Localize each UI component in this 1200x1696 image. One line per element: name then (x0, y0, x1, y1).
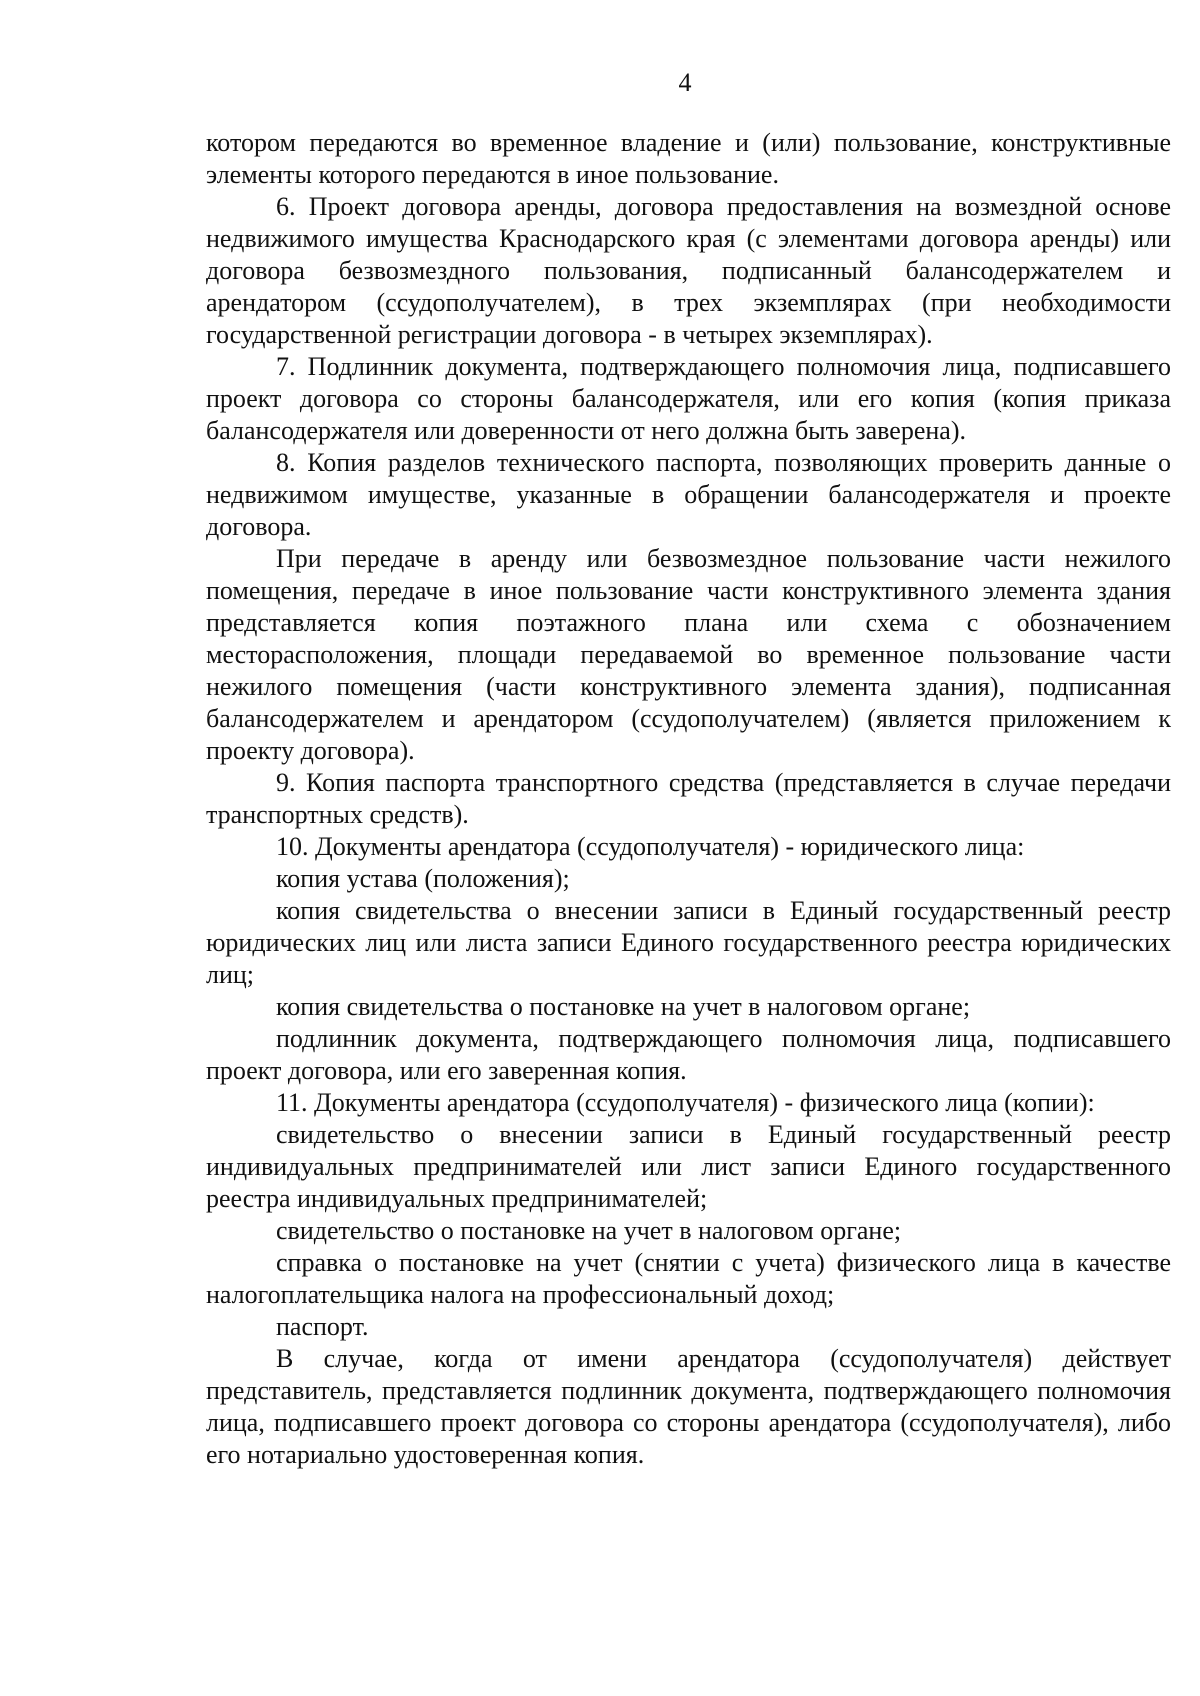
paragraph: В случае, когда от имени арендатора (ссудополучателя) действует представитель, представляется подлинник документа, подтверждающего полномочия лица, подписавшего проект договора со стороны арендатора (ссудополучателя), либо его нотариально удостоверенная копия. (206, 1344, 1171, 1469)
paragraph: копия свидетельства о внесении записи в Единый государственный реестр юридических лиц или листа записи Единого государственного реестра юридических лиц; (206, 896, 1171, 989)
paragraph: 7. Подлинник документа, подтверждающего полномочия лица, подписавшего проект договора со стороны балансодержателя, или его копия (копия приказа балансодержателя или доверенности от него должна быть заверена). (206, 352, 1171, 445)
paragraph: подлинник документа, подтверждающего полномочия лица, подписавшего проект договора, или его заверенная копия. (206, 1024, 1171, 1085)
paragraph: котором передаются во временное владение и (или) пользование, конструктивные элементы которого передаются в иное пользование. (206, 128, 1171, 189)
paragraph: 10. Документы арендатора (ссудополучателя) - юридического лица: (276, 832, 1025, 861)
paragraph: копия устава (положения); (276, 864, 570, 893)
document-body (206, 127, 1171, 1471)
paragraph: паспорт. (276, 1312, 369, 1341)
paragraph: копия свидетельства о постановке на учет в налоговом органе; (276, 992, 971, 1021)
paragraph: 9. Копия паспорта транспортного средства (представляется в случае передачи транспортных средств). (206, 768, 1171, 829)
paragraph: При передаче в аренду или безвозмездное пользование части нежилого помещения, передаче в иное пользование части конструктивного элемента здания представляется копия поэтажного плана или схема с обозначением месторасположения, площади передаваемой во временное пользование части нежилого помещения (части конструктивного элемента здания), подписанная балансодержателем и арендатором (ссудополучателем) (является приложением к проекту договора). (206, 544, 1171, 765)
paragraph: свидетельство о внесении записи в Единый государственный реестр индивидуальных предпринимателей или лист записи Единого государственного реестра индивидуальных предпринимателей; (206, 1120, 1171, 1213)
paragraph: справка о постановке на учет (снятии с учета) физического лица в качестве налогоплательщика налога на профессиональный доход; (206, 1248, 1171, 1309)
paragraph: свидетельство о постановке на учет в налоговом органе; (276, 1216, 902, 1245)
paragraph: 11. Документы арендатора (ссудополучателя) - физического лица (копии): (276, 1088, 1095, 1117)
paragraph: 6. Проект договора аренды, договора предоставления на возмездной основе недвижимого имущества Краснодарского края (с элементами договора аренды) или договора безвозмездного пользования, подписанный балансодержателем и арендатором (ссудополучателем), в трех экземплярах (при необходимости государственной регистрации договора - в четырех экземплярах). (206, 192, 1171, 349)
paragraph: 8. Копия разделов технического паспорта, позволяющих проверить данные о недвижимом имуществе, указанные в обращении балансодержателя и проекте договора. (206, 448, 1171, 541)
page-number: 4 (678, 68, 692, 97)
